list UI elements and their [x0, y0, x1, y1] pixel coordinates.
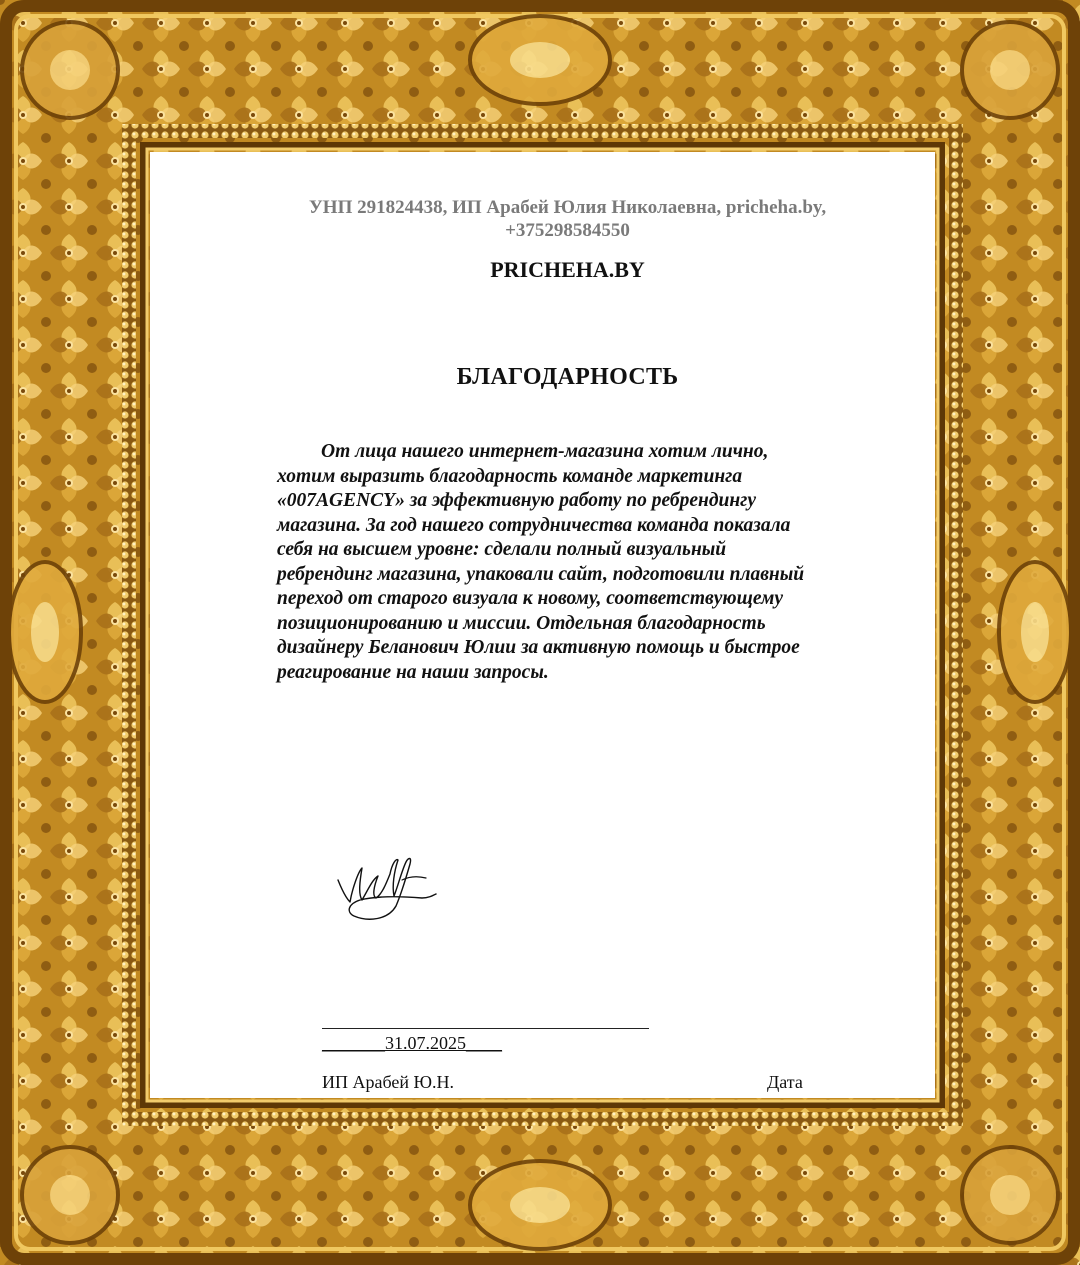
document-title: БЛАГОДАРНОСТЬ: [456, 364, 679, 390]
letter-body: [277, 440, 857, 685]
header-requisites-line-2: +375298584550: [505, 220, 630, 241]
body-line: ребрендинг магазина, упаковали сайт, подготовили плавный: [277, 563, 805, 585]
signature-icon: [332, 850, 442, 930]
body-line: магазина. За год нашего сотрудничества команда показала: [277, 514, 791, 536]
handwritten-signature: [332, 850, 442, 930]
body-line: «007AGENCY» за эффективную работу по ребрендингу: [277, 490, 757, 511]
signature-line: [322, 1028, 649, 1029]
signer-name: ИП Арабей Ю.Н.: [322, 1072, 455, 1092]
date-label: Дата: [767, 1072, 803, 1092]
date-suffix: ____: [466, 1033, 502, 1053]
date-row: [322, 1033, 502, 1054]
brand-name: PRICHEHA.BY: [490, 257, 645, 282]
body-line: переход от старого визуала к новому, соответствующему: [277, 588, 784, 609]
body-line: реагирование на наши запросы.: [277, 661, 549, 683]
body-line: хотим выразить благодарность команде маркетинга: [277, 465, 743, 487]
body-line: позиционированию и миссии. Отдельная благодарность: [277, 612, 766, 634]
body-line: себя на высшем уровне: сделали полный визуальный: [277, 539, 727, 560]
body-line: дизайнеру Беланович Юлии за активную помощь и быстрое: [277, 637, 800, 658]
date-value: 31.07.2025: [385, 1033, 466, 1053]
header-requisites-line-1: УНП 291824438, ИП Арабей Юлия Николаевна, pricheha.by,: [308, 197, 827, 218]
date-prefix: _______: [322, 1033, 385, 1053]
body-line: От лица нашего интернет-магазина хотим лично,: [321, 441, 769, 462]
